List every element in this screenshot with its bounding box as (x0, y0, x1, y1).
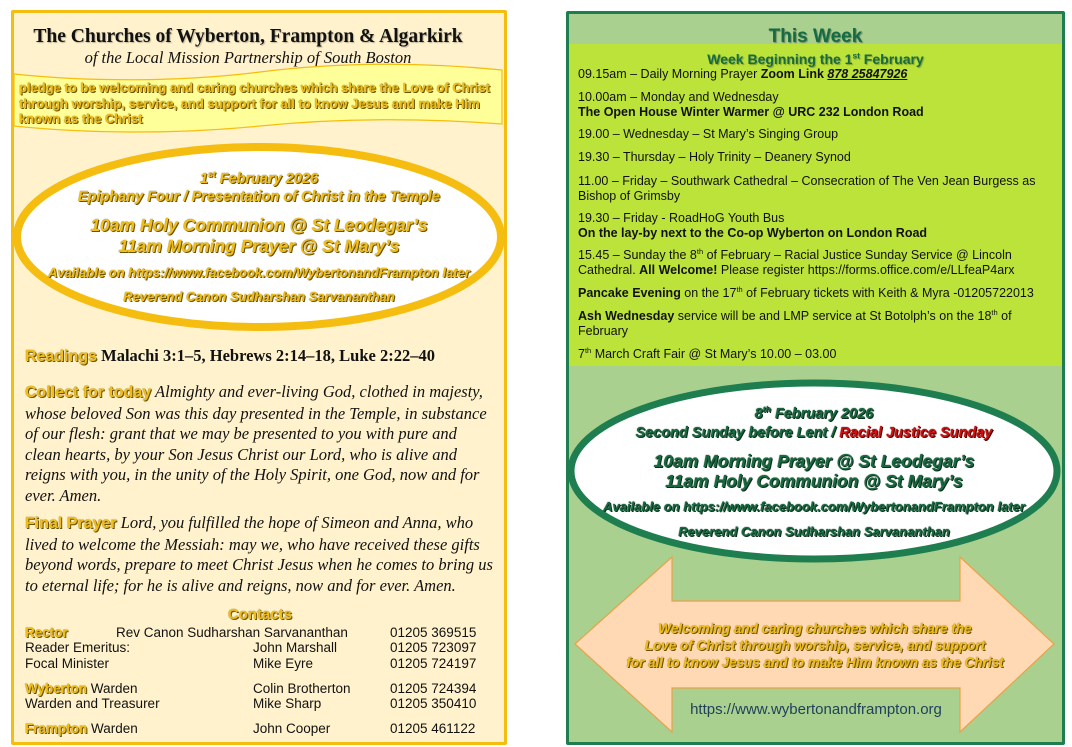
right-minister: Reverend Canon Sudharshan Sarvananthan (678, 524, 950, 539)
event-item: Pancake Evening on the 17th of February tickets with Keith & Myra -01205722013 (578, 284, 1034, 300)
contact-row (25, 640, 495, 656)
right-service-date: 8th February 2026 (754, 404, 874, 422)
week-beginning: Week Beginning the 1st February (707, 50, 924, 67)
contact-row (25, 696, 495, 712)
right-service-1: 10am Morning Prayer @ St Leodegar’s (653, 451, 975, 471)
event-item: 09.15am – Daily Morning Prayer Zoom Link 878 25847926 (578, 67, 908, 81)
contact-name: Colin Brotherton (253, 681, 351, 696)
left-minister: Reverend Canon Sudharshan Sarvananthan (123, 289, 395, 304)
contact-phone: 01205 723097 (390, 640, 477, 655)
this-week-heading: This Week (768, 26, 863, 47)
contact-phone: 01205 724394 (390, 681, 477, 696)
readings-text: Malachi 3:1–5, Hebrews 2:14–18, Luke 2:22–40 (97, 346, 435, 365)
website-link[interactable]: https://www.wybertonandframpton.org (690, 701, 942, 718)
churches-subtitle: of the Local Mission Partnership of South Boston (84, 48, 412, 67)
readings (25, 346, 495, 366)
zoom-link[interactable]: 878 25847926 (827, 67, 908, 81)
contact-role: Warden and Treasurer (25, 696, 160, 711)
contact-row: Wyberton Warden Colin Brotherton 01205 724394 (25, 681, 477, 696)
left-service-date: 1st February 2026 (199, 169, 319, 187)
left-service-occasion: Epiphany Four / Presentation of Christ in the Temple (78, 189, 440, 205)
churches-title: The Churches of Wyberton, Frampton & Algarkirk (33, 26, 463, 47)
contact-phone: 01205 724197 (390, 656, 477, 671)
event-item: 11.00 – Friday – Southwark Cathedral – Consecration of The Ven Jean Burgess as Bishop of Grimsby (578, 174, 1036, 203)
collect-label: Collect for today (25, 384, 152, 401)
contact-row (25, 656, 495, 672)
collect (25, 382, 495, 506)
contact-row (25, 625, 495, 641)
collect-text: Almighty and ever-living God, clothed in majesty, whose beloved Son was this day presented in the Temple, in substance of our flesh: grant that we may be presented to you with pure and clean hearts, by your Son Jesus Christ our Lord, who is alive and reigns with you, in the unity of the Holy Spirit, one God, now and for ever. Amen. (25, 382, 487, 505)
contact-role-highlight: Wyberton (25, 681, 88, 696)
contact-phone: 01205 350410 (390, 696, 477, 711)
contact-name: John Cooper (253, 721, 331, 736)
contact-role-highlight: Rector (25, 625, 68, 640)
final-prayer-label: Final Prayer (25, 515, 117, 532)
right-service-2: 11am Holy Communion @ St Mary’s (665, 471, 963, 491)
mission-statement: Welcoming and caring churches which share the Love of Christ through worship, service, and support for all to know Jesus and to make Him known as the Christ (626, 621, 1004, 670)
left-facebook-link[interactable]: Available on https://www.facebook.com/WybertonandFrampton later (48, 265, 470, 280)
contact-phone: 01205 369515 (390, 625, 477, 640)
event-item: 15.45 – Sunday the 8th of February – Racial Justice Sunday Service @ Lincoln Cathedral. All Welcome! Please register https://forms.office.com/e/LLfeaP4arx (578, 246, 1015, 277)
right-service-occasion: Second Sunday before Lent / Racial Justice Sunday (635, 425, 993, 441)
final-prayer (25, 513, 495, 596)
register-link[interactable]: Please register https://forms.office.com/e/LLfeaP4arx (717, 262, 1015, 277)
contact-role: Reader Emeritus: (25, 640, 131, 655)
contacts-title: Contacts (227, 606, 293, 623)
contact-name: Mike Sharp (253, 696, 322, 711)
contact-name: John Marshall (253, 640, 338, 655)
readings-label: Readings (25, 348, 98, 365)
final-prayer-text: Lord, you fulfilled the hope of Simeon and Anna, who lived to welcome the Messiah: may we, who have received these gifts beyond words, prepare to meet Christ Jesus when he comes to bring us to eternal life; for he is alive and reigns, now and for ever. Amen. (25, 513, 493, 595)
contact-role-highlight: Frampton (25, 721, 88, 736)
left-service-1: 10am Holy Communion @ St Leodegar’s (90, 215, 428, 235)
event-item: Ash Wednesday service will be and LMP service at St Botolph’s on the 18th of February (578, 307, 1012, 338)
contact-row: Frampton Warden John Cooper 01205 461122 (25, 721, 476, 736)
contact-role: Focal Minister (25, 656, 110, 671)
event-item: 19.30 – Friday - RoadHoG Youth Bus On the lay-by next to the Co-op Wyberton on London Road (578, 211, 928, 240)
contact-name: Rev Canon Sudharshan Sarvananthan (116, 625, 348, 640)
pledge-text: pledge to be welcoming and caring churches which share the Love of Christ through worship, service, and support for all to know Jesus and make Him known as the Christ (19, 80, 490, 126)
event-item: 19.30 – Thursday – Holy Trinity – Deanery Synod (578, 150, 851, 164)
left-service-2: 11am Morning Prayer @ St Mary’s (118, 236, 400, 256)
contact-name: Mike Eyre (253, 656, 314, 671)
event-item: 7th March Craft Fair @ St Mary’s 10.00 – 03.00 (578, 345, 837, 361)
contact-phone: 01205 461122 (390, 721, 476, 736)
racial-justice-highlight: Racial Justice Sunday (839, 425, 993, 441)
event-item: 10.00am – Monday and Wednesday The Open House Winter Warmer @ URC 232 London Road (578, 90, 924, 119)
event-item: 19.00 – Wednesday – St Mary’s Singing Group (578, 127, 839, 141)
right-facebook-link[interactable]: Available on https://www.facebook.com/WybertonandFrampton later (603, 499, 1025, 514)
